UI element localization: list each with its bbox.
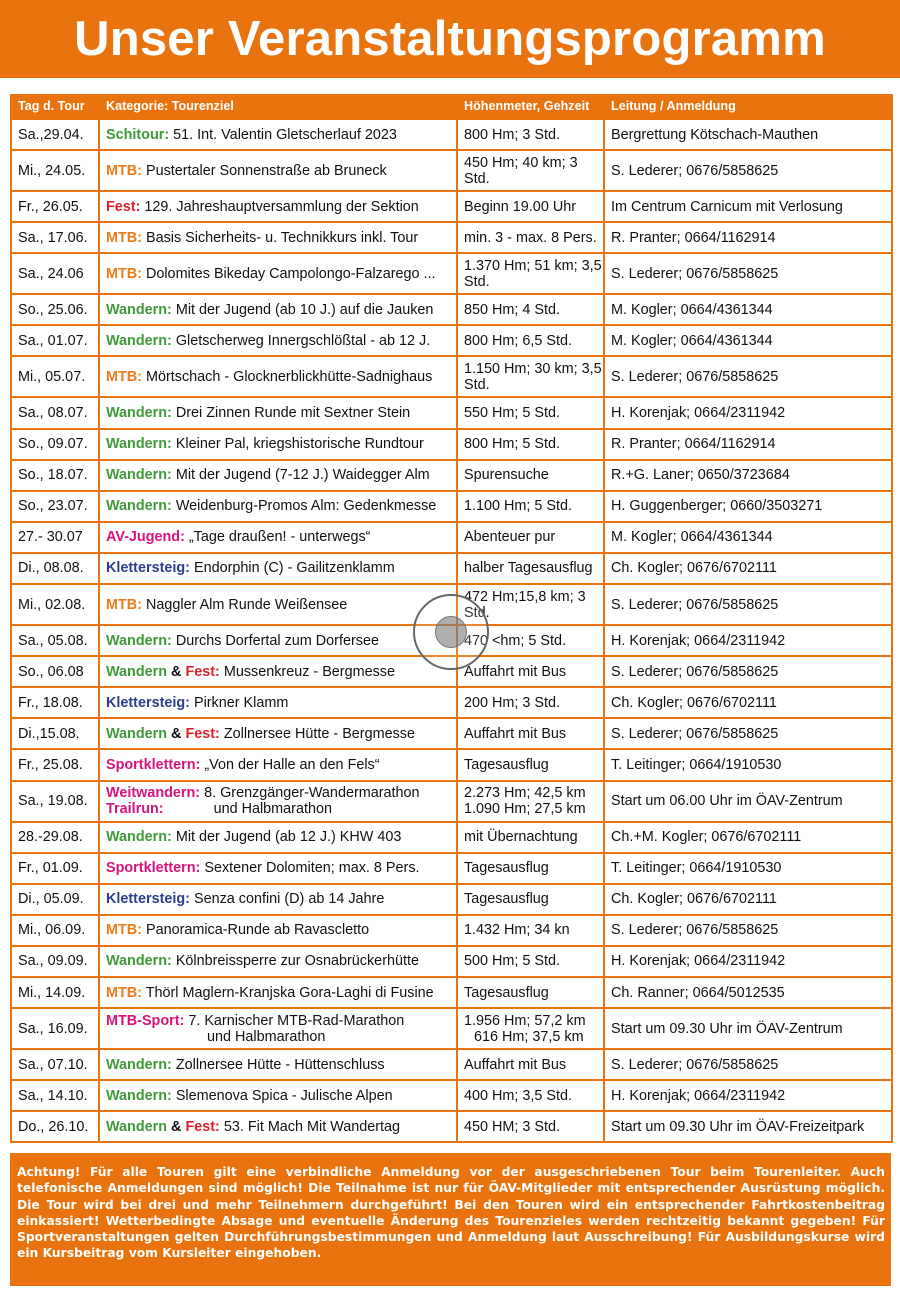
tour-goal: Pustertaler Sonnenstraße ab Bruneck: [145, 162, 387, 179]
category-label: Wandern: [106, 663, 168, 680]
cell-elevation-time: 1.370 Hm; 51 km; 3,5 Std.: [457, 253, 604, 294]
cell-date: Mi., 06.09.: [11, 915, 99, 946]
category-line: [106, 1057, 456, 1073]
cell-leader: S. Lederer; 0676/5858625: [604, 915, 892, 946]
cell-elevation-time: 1.432 Hm; 34 kn: [457, 915, 604, 946]
tour-goal: Slemenova Spica - Julische Alpen: [175, 1087, 393, 1104]
table-row: [11, 1049, 892, 1080]
table-row: [11, 294, 892, 325]
cell-date: Di., 08.08.: [11, 553, 99, 584]
cell-elevation-time: Tagesausflug: [457, 853, 604, 884]
category-line: [106, 597, 456, 613]
table-row: [11, 191, 892, 222]
category-label: AV-Jugend:: [106, 529, 185, 546]
table-row: [11, 460, 892, 491]
category-label: Klettersteig:: [106, 891, 190, 908]
cell-leader: Start um 09.30 Uhr im ÖAV-Freizeitpark: [604, 1111, 892, 1142]
cell-date: Sa., 09.09.: [11, 946, 99, 977]
elevation-line-2: 1.090 Hm; 27,5 km: [464, 801, 586, 817]
category-label: Klettersteig:: [106, 694, 190, 711]
table-row: [11, 977, 892, 1008]
category-label: Wandern:: [106, 953, 172, 970]
table-row: [11, 822, 892, 853]
category-line: [106, 985, 456, 1001]
cell-date: Di.,15.08.: [11, 718, 99, 749]
cell-leader: Start um 06.00 Uhr im ÖAV-Zentrum: [604, 781, 892, 822]
cell-date: Mi., 14.09.: [11, 977, 99, 1008]
cursor-dot-indicator: [435, 616, 467, 648]
tour-goal: Zollnersee Hütte - Hüttenschluss: [175, 1056, 385, 1073]
cell-category-goal: [99, 1049, 457, 1080]
cell-category-goal: [99, 119, 457, 150]
category-line: [106, 560, 456, 576]
cell-elevation-time: Tagesausflug: [457, 749, 604, 780]
tour-goal: Mit der Jugend (ab 12 J.) KHW 403: [175, 829, 402, 846]
tour-goal: Durchs Dorfertal zum Dorfersee: [175, 632, 379, 649]
category-label: Schitour:: [106, 126, 170, 143]
cell-category-goal: [99, 325, 457, 356]
cell-date: Fr., 25.08.: [11, 749, 99, 780]
category-label: MTB-Sport:: [106, 1012, 185, 1029]
category-label: MTB:: [106, 229, 142, 246]
table-row: [11, 1080, 892, 1111]
cell-elevation-time: [457, 1008, 604, 1049]
cell-date: Sa., 14.10.: [11, 1080, 99, 1111]
cell-elevation-time: Spurensuche: [457, 460, 604, 491]
tour-goal: Kölnbreissperre zur Osnabrückerhütte: [175, 953, 419, 970]
table-row: [11, 1008, 892, 1049]
category-line: [106, 529, 456, 545]
category-line: [106, 633, 456, 649]
cell-category-goal: [99, 491, 457, 522]
tour-goal: 129. Jahreshauptversammlung der Sektion: [144, 198, 419, 215]
cell-leader: Ch. Kogler; 0676/6702111: [604, 687, 892, 718]
category-line: [106, 405, 456, 421]
cell-leader: S. Lederer; 0676/5858625: [604, 656, 892, 687]
cell-leader: Bergrettung Kötschach-Mauthen: [604, 119, 892, 150]
cell-elevation-time: Tagesausflug: [457, 977, 604, 1008]
cell-date: Sa., 05.08.: [11, 625, 99, 656]
category-line: [106, 891, 456, 907]
tour-goal-2: und Halbmarathon: [207, 1028, 326, 1045]
category-label: Fest:: [106, 198, 141, 215]
cell-date: So., 18.07.: [11, 460, 99, 491]
table-row: [11, 884, 892, 915]
cell-leader: M. Kogler; 0664/4361344: [604, 294, 892, 325]
category-label: MTB:: [106, 265, 142, 282]
cell-category-goal: [99, 822, 457, 853]
cell-date: 28.-29.08.: [11, 822, 99, 853]
table-row: [11, 946, 892, 977]
cell-elevation-time: 1.150 Hm; 30 km; 3,5 Std.: [457, 356, 604, 397]
cell-leader: R. Pranter; 0664/1162914: [604, 429, 892, 460]
category-label: Wandern:: [106, 436, 172, 453]
cell-date: Sa., 16.09.: [11, 1008, 99, 1049]
category-label: MTB:: [106, 922, 142, 939]
cell-leader: H. Korenjak; 0664/2311942: [604, 1080, 892, 1111]
cell-leader: T. Leitinger; 0664/1910530: [604, 853, 892, 884]
cell-category-goal: [99, 150, 457, 191]
table-row: [11, 853, 892, 884]
cell-leader: S. Lederer; 0676/5858625: [604, 150, 892, 191]
category-label: Wandern:: [106, 1056, 172, 1073]
category-label: Wandern:: [106, 498, 172, 515]
category-line: [106, 127, 456, 143]
cell-date: So., 06.08: [11, 656, 99, 687]
cell-category-goal: [99, 884, 457, 915]
cell-date: Sa.,29.04.: [11, 119, 99, 150]
category-label: Wandern:: [106, 332, 172, 349]
category-label: &: [171, 663, 182, 680]
category-label: Wandern:: [106, 405, 172, 422]
cell-category-goal: [99, 718, 457, 749]
cell-date: Mi., 02.08.: [11, 584, 99, 625]
category-line: [106, 953, 456, 969]
cell-date: Mi., 05.07.: [11, 356, 99, 397]
category-line: [106, 922, 456, 938]
cell-date: Sa., 19.08.: [11, 781, 99, 822]
tour-goal: Endorphin (C) - Gailitzenklamm: [193, 560, 395, 577]
table-row: [11, 253, 892, 294]
cell-category-goal: [99, 1008, 457, 1049]
cell-elevation-time: 200 Hm; 3 Std.: [457, 687, 604, 718]
cell-elevation-time: Auffahrt mit Bus: [457, 1049, 604, 1080]
category-line: [106, 230, 456, 246]
category-line: [106, 1013, 456, 1029]
cell-date: So., 23.07.: [11, 491, 99, 522]
cell-leader: Ch. Ranner; 0664/5012535: [604, 977, 892, 1008]
header-category-goal: Kategorie: Tourenziel: [99, 94, 457, 119]
tour-goal: Mit der Jugend (7-12 J.) Waidegger Alm: [175, 467, 430, 484]
tour-goal: Senza confini (D) ab 14 Jahre: [193, 891, 385, 908]
tour-goal: Dolomites Bikeday Campolongo-Falzarego ...: [145, 265, 436, 282]
category-line: [106, 369, 456, 385]
category-label: Wandern: [106, 1118, 168, 1135]
cell-elevation-time: 800 Hm; 3 Std.: [457, 119, 604, 150]
cell-category-goal: [99, 522, 457, 553]
tour-goal: Zollnersee Hütte - Bergmesse: [223, 725, 415, 742]
cell-category-goal: [99, 429, 457, 460]
table-row: [11, 781, 892, 822]
cell-elevation-time: 850 Hm; 4 Std.: [457, 294, 604, 325]
header-elevation-time: Höhenmeter, Gehzeit: [457, 94, 604, 119]
category-line: [106, 333, 456, 349]
cell-elevation-time: Auffahrt mit Bus: [457, 718, 604, 749]
category-label: Fest:: [185, 1118, 220, 1135]
category-line: [106, 163, 456, 179]
category-label: Fest:: [185, 663, 220, 680]
category-line: [106, 436, 456, 452]
category-label: Wandern:: [106, 467, 172, 484]
tour-goal: 8. Grenzgänger-Wandermarathon: [204, 785, 420, 801]
tour-goal: Weidenburg-Promos Alm: Gedenkmesse: [175, 498, 437, 515]
category-line: [106, 302, 456, 318]
cell-elevation-time: 470 <hm; 5 Std.: [457, 625, 604, 656]
category-label: &: [171, 1118, 182, 1135]
table-row: [11, 491, 892, 522]
tour-goal-2: und Halbmarathon: [213, 801, 332, 817]
table-row: [11, 397, 892, 428]
category-line: [106, 664, 456, 680]
tour-goal: Mit der Jugend (ab 10 J.) auf die Jauken: [175, 301, 434, 318]
cell-leader: H. Korenjak; 0664/2311942: [604, 397, 892, 428]
header-leader-registration: Leitung / Anmeldung: [604, 94, 892, 119]
category-label: Wandern:: [106, 829, 172, 846]
table-row: [11, 522, 892, 553]
page-title: Unser Veranstaltungsprogramm: [0, 0, 900, 78]
cell-leader: H. Guggenberger; 0660/3503271: [604, 491, 892, 522]
category-label: Sportklettern:: [106, 756, 201, 773]
category-label: Klettersteig:: [106, 560, 190, 577]
table-row: [11, 553, 892, 584]
cell-category-goal: [99, 915, 457, 946]
cell-elevation-time: 450 HM; 3 Std.: [457, 1111, 604, 1142]
header-date: Tag d. Tour: [11, 94, 99, 119]
cell-category-goal: [99, 294, 457, 325]
table-row: [11, 429, 892, 460]
category-label: &: [171, 725, 182, 742]
cell-leader: Ch. Kogler; 0676/6702111: [604, 884, 892, 915]
table-row: [11, 749, 892, 780]
tour-goal: Gletscherweg Innergschlößtal - ab 12 J.: [175, 332, 431, 349]
cell-leader: Ch. Kogler; 0676/6702111: [604, 553, 892, 584]
category-line: [106, 199, 456, 215]
table-row: [11, 325, 892, 356]
table-row: [11, 356, 892, 397]
cell-leader: S. Lederer; 0676/5858625: [604, 356, 892, 397]
cell-category-goal: [99, 687, 457, 718]
tour-goal: Pirkner Klamm: [193, 694, 289, 711]
table-row: [11, 687, 892, 718]
category-line: [106, 1088, 456, 1104]
cell-date: Sa., 08.07.: [11, 397, 99, 428]
table-row: [11, 1111, 892, 1142]
cell-category-goal: [99, 584, 457, 625]
cell-category-goal: [99, 460, 457, 491]
cell-date: 27.- 30.07: [11, 522, 99, 553]
cell-leader: S. Lederer; 0676/5858625: [604, 584, 892, 625]
tour-goal: Thörl Maglern-Kranjska Gora-Laghi di Fusine: [145, 984, 434, 1001]
category-line: [106, 498, 456, 514]
tour-goal: 7. Karnischer MTB-Rad-Marathon: [188, 1012, 405, 1029]
cell-category-goal: [99, 356, 457, 397]
tour-goal: Drei Zinnen Runde mit Sextner Stein: [175, 405, 411, 422]
cell-date: Sa., 24.06: [11, 253, 99, 294]
category-line: [106, 829, 456, 845]
category-label: Wandern:: [106, 1087, 172, 1104]
category-line-2: [106, 801, 456, 817]
elevation-line: 1.956 Hm; 57,2 km: [464, 1012, 586, 1029]
table-row: [11, 222, 892, 253]
category-line-2: [106, 1029, 456, 1045]
cell-leader: S. Lederer; 0676/5858625: [604, 253, 892, 294]
cell-category-goal: [99, 1111, 457, 1142]
tour-goal: 51. Int. Valentin Gletscherlauf 2023: [173, 126, 397, 143]
cell-elevation-time: 800 Hm; 5 Std.: [457, 429, 604, 460]
cell-date: Do., 26.10.: [11, 1111, 99, 1142]
elevation-line-2: 616 Hm; 37,5 km: [474, 1028, 584, 1045]
cell-date: So., 09.07.: [11, 429, 99, 460]
table-header-row: [11, 94, 892, 119]
cell-leader: R. Pranter; 0664/1162914: [604, 222, 892, 253]
cell-date: Fr., 18.08.: [11, 687, 99, 718]
category-label: MTB:: [106, 162, 142, 179]
category-label-2: Trailrun:: [106, 801, 164, 817]
tour-goal: Panoramica-Runde ab Ravascletto: [145, 922, 370, 939]
cell-elevation-time: mit Übernachtung: [457, 822, 604, 853]
cell-category-goal: [99, 749, 457, 780]
cell-category-goal: [99, 553, 457, 584]
cell-elevation-time: min. 3 - max. 8 Pers.: [457, 222, 604, 253]
cell-elevation-time: 400 Hm; 3,5 Std.: [457, 1080, 604, 1111]
category-line: [106, 785, 456, 801]
cell-elevation-time: [457, 781, 604, 822]
tour-goal: Sextener Dolomiten; max. 8 Pers.: [204, 860, 420, 877]
cell-date: Sa., 07.10.: [11, 1049, 99, 1080]
table-row: [11, 119, 892, 150]
cell-elevation-time: 500 Hm; 5 Std.: [457, 946, 604, 977]
cell-elevation-time: 800 Hm; 6,5 Std.: [457, 325, 604, 356]
cell-date: Di., 05.09.: [11, 884, 99, 915]
tour-goal: Naggler Alm Runde Weißensee: [145, 596, 348, 613]
cell-date: So., 25.06.: [11, 294, 99, 325]
cell-elevation-time: 472 Hm;15,8 km; 3 Std.: [457, 584, 604, 625]
tour-goal: Mörtschach - Glocknerblickhütte-Sadnighaus: [145, 368, 433, 385]
cell-leader: R.+G. Laner; 0650/3723684: [604, 460, 892, 491]
cell-category-goal: [99, 853, 457, 884]
category-label: Fest:: [185, 725, 220, 742]
table-row: [11, 915, 892, 946]
category-label: MTB:: [106, 368, 142, 385]
tour-goal: „Von der Halle an den Fels“: [204, 756, 380, 773]
elevation-line: 2.273 Hm; 42,5 km: [464, 785, 586, 801]
category-line: [106, 695, 456, 711]
registration-notice: Achtung! Für alle Touren gilt eine verbindliche Anmeldung vor der ausgeschriebenen Tour beim Tourenleiter. Auch telefonische Anmeldungen sind möglich! Die Teilnahme ist nur für ÖAV-Mitglieder mit entsprechender Ausrüstung möglich. Die Tour wird bei drei und mehr Teilnehmern durchgeführt! Bei den Touren wird ein entsprechender Fahrtkostenbeitrag einkassiert! Wetterbedingte Absage und eventuelle Änderung des Tourenzieles werden rechtzeitig bekannt gegeben! Für Sportveranstaltungen gelten Durchführungsbestimmungen und Anmeldung laut Ausschreibung! Für Ausbildungskurse wird ein Kursbeitrag vom Kursleiter eingehoben.: [10, 1153, 891, 1286]
tour-goal: Basis Sicherheits- u. Technikkurs inkl. Tour: [145, 229, 419, 246]
category-line: [106, 467, 456, 483]
cell-date: Fr., 01.09.: [11, 853, 99, 884]
category-label: MTB:: [106, 596, 142, 613]
cell-category-goal: [99, 253, 457, 294]
cell-category-goal: [99, 191, 457, 222]
cell-leader: Start um 09.30 Uhr im ÖAV-Zentrum: [604, 1008, 892, 1049]
tour-goal: Kleiner Pal, kriegshistorische Rundtour: [175, 436, 424, 453]
cell-leader: M. Kogler; 0664/4361344: [604, 522, 892, 553]
cell-category-goal: [99, 625, 457, 656]
category-label: MTB:: [106, 984, 142, 1001]
cell-elevation-time: 1.100 Hm; 5 Std.: [457, 491, 604, 522]
category-line: [106, 266, 456, 282]
category-label: Wandern:: [106, 632, 172, 649]
cell-elevation-time: Beginn 19.00 Uhr: [457, 191, 604, 222]
cell-leader: S. Lederer; 0676/5858625: [604, 1049, 892, 1080]
cell-elevation-time: Abenteuer pur: [457, 522, 604, 553]
table-row: [11, 718, 892, 749]
cell-elevation-time: 450 Hm; 40 km; 3 Std.: [457, 150, 604, 191]
cell-date: Sa., 17.06.: [11, 222, 99, 253]
category-line: [106, 726, 456, 742]
cell-leader: M. Kogler; 0664/4361344: [604, 325, 892, 356]
category-label: Wandern: [106, 725, 168, 742]
cell-leader: S. Lederer; 0676/5858625: [604, 718, 892, 749]
cell-leader: Ch.+M. Kogler; 0676/6702111: [604, 822, 892, 853]
cell-leader: T. Leitinger; 0664/1910530: [604, 749, 892, 780]
cell-elevation-time: halber Tagesausflug: [457, 553, 604, 584]
category-line: [106, 860, 456, 876]
cell-category-goal: [99, 977, 457, 1008]
cell-category-goal: [99, 222, 457, 253]
tour-goal: Mussenkreuz - Bergmesse: [223, 663, 395, 680]
cell-elevation-time: 550 Hm; 5 Std.: [457, 397, 604, 428]
cell-category-goal: [99, 397, 457, 428]
cell-date: Fr., 26.05.: [11, 191, 99, 222]
category-line: [106, 757, 456, 773]
cell-category-goal: [99, 946, 457, 977]
cell-leader: Im Centrum Carnicum mit Verlosung: [604, 191, 892, 222]
cell-elevation-time: Tagesausflug: [457, 884, 604, 915]
table-row: [11, 150, 892, 191]
cell-elevation-time: Auffahrt mit Bus: [457, 656, 604, 687]
cell-date: Mi., 24.05.: [11, 150, 99, 191]
cell-leader: H. Korenjak; 0664/2311942: [604, 946, 892, 977]
cell-category-goal: [99, 1080, 457, 1111]
tour-goal: „Tage draußen! - unterwegs“: [188, 529, 371, 546]
category-label: Wandern:: [106, 301, 172, 318]
cell-category-goal: [99, 656, 457, 687]
cell-leader: H. Korenjak; 0664/2311942: [604, 625, 892, 656]
category-line: [106, 1119, 456, 1135]
cell-category-goal: [99, 781, 457, 822]
tour-goal: 53. Fit Mach Mit Wandertag: [223, 1118, 401, 1135]
cell-date: Sa., 01.07.: [11, 325, 99, 356]
category-label: Weitwandern:: [106, 785, 201, 801]
category-label: Sportklettern:: [106, 860, 201, 877]
